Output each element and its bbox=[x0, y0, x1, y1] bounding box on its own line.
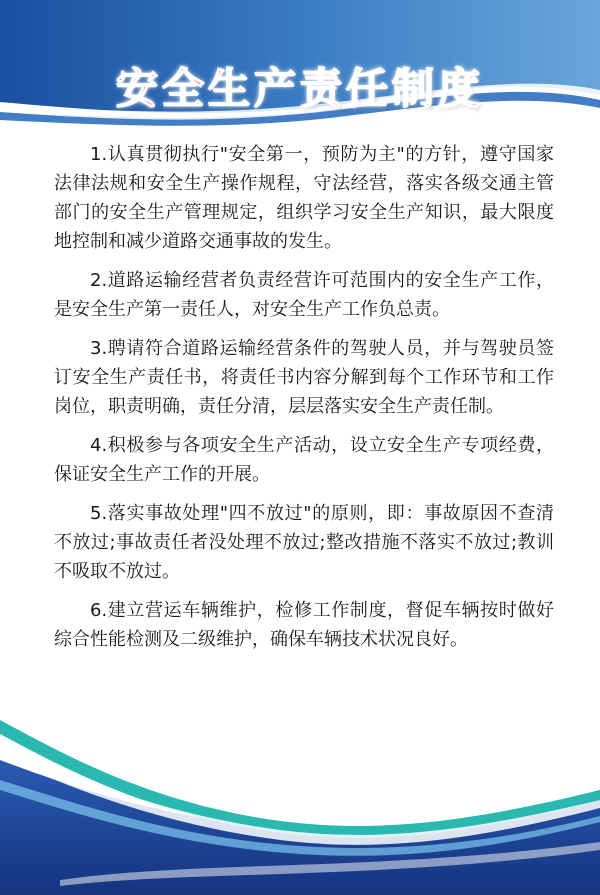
regulation-item-3: 3.聘请符合道路运输经营条件的驾驶人员，并与驾驶员签订安全生产责任书，将责任书内容分解到每个工作环节和工作岗位，职责明确，责任分清，层层落实安全生产责任制。 bbox=[54, 338, 554, 417]
regulation-item-2: 2.道路运输经营者负责经营许可范围内的安全生产工作，是安全生产第一责任人，对安全生产工作负总责。 bbox=[54, 270, 554, 320]
regulation-item-1: 1.认真贯彻执行"安全第一，预防为主"的方针，遵守国家法律法规和安全生产操作规程，守法经营，落实各级交通主管部门的安全生产管理规定，组织学习安全生产知识，最大限度地控制和减少道路交通事故的发生。 bbox=[54, 144, 554, 252]
regulation-item-4: 4.积极参与各项安全生产活动，设立安全生产专项经费，保证安全生产工作的开展。 bbox=[54, 435, 554, 485]
regulation-list bbox=[54, 140, 554, 664]
regulation-item-5: 5.落实事故处理"四不放过"的原则，即：事故原因不查清不放过;事故责任者没处理不放过;整改措施不落实不放过;教训不吸取不放过。 bbox=[54, 503, 554, 582]
page-title: 安全生产责任制度 bbox=[115, 64, 484, 113]
regulation-item-6: 6.建立营运车辆维护，检修工作制度，督促车辆按时做好综合性能检测及二级维护，确保车辆技术状况良好。 bbox=[54, 600, 554, 650]
